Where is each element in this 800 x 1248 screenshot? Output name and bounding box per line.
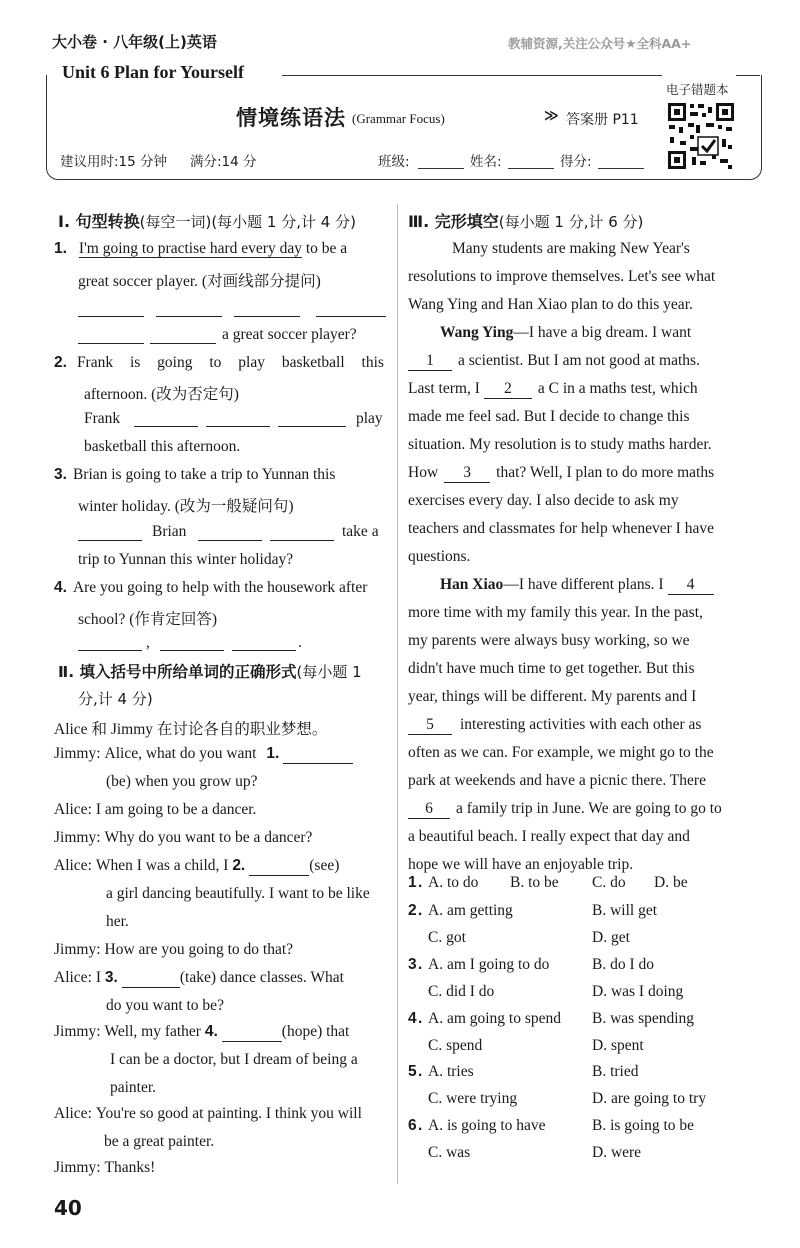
- option-c[interactable]: C. do: [592, 874, 626, 891]
- passage-text: a C in a maths test, which: [537, 380, 698, 397]
- speaker: Jimmy:: [54, 941, 101, 958]
- q3-blank-3[interactable]: [270, 540, 334, 541]
- q2-blank-2[interactable]: [206, 426, 270, 427]
- q3-line2: winter holiday. (改为一般疑问句): [78, 498, 294, 515]
- passage-line: year, things will be different. My parents and I: [408, 688, 697, 705]
- passage-text: —I have different plans. I: [503, 576, 664, 593]
- han-xiao-name: Han Xiao: [440, 576, 504, 593]
- q1-blank-4[interactable]: [316, 316, 386, 317]
- option-b[interactable]: B. do I do: [592, 956, 654, 973]
- q4-blank-3[interactable]: [232, 650, 296, 651]
- section-2-note: (每小题 1: [296, 663, 362, 681]
- q3-line1: 3. Brian is going to take a trip to Yunnan this: [54, 466, 336, 483]
- option-d[interactable]: D. were: [592, 1144, 642, 1161]
- option-d[interactable]: D. get: [592, 929, 630, 946]
- suggested-time: 建议用时:15 分钟: [60, 154, 168, 170]
- q2-blank-1[interactable]: [134, 426, 198, 427]
- speaker: Jimmy:: [54, 829, 101, 846]
- speaker: Alice:: [54, 857, 92, 874]
- hint-word: (hope) that: [281, 1023, 350, 1040]
- q2-word: going: [157, 354, 193, 371]
- q4-line1: 4. Are you going to help with the housework after: [54, 579, 368, 596]
- option-number-dot: .: [418, 902, 423, 919]
- cloze-blank-2[interactable]: 2: [484, 380, 532, 399]
- q3-take: take a: [342, 523, 379, 540]
- q1-tail-text: a great soccer player?: [222, 326, 357, 343]
- passage-line: park at weekends and have a picnic there. There: [408, 772, 706, 789]
- passage-line: resolutions to improve themselves. Let's see what: [408, 268, 716, 285]
- section-3-title: Ⅲ. 完形填空: [408, 212, 499, 231]
- dialog-cont: painter.: [110, 1079, 157, 1096]
- option-b[interactable]: B. tried: [592, 1063, 639, 1080]
- passage-line: teachers and classmates for help whenever I have: [408, 520, 714, 537]
- speaker: Alice:: [54, 801, 92, 818]
- passage-text: a family trip in June. We are going to go to: [456, 800, 722, 817]
- q3-number: 3: [54, 466, 63, 483]
- answer-arrows-icon: ≫: [544, 108, 559, 124]
- passage-line: Many students are making New Year's: [452, 240, 690, 257]
- q1-blank-2[interactable]: [156, 316, 222, 317]
- section-title: 情境练语法: [236, 106, 346, 130]
- dialog-blank-1[interactable]: [283, 745, 353, 764]
- option-a[interactable]: A. is going to have: [428, 1117, 546, 1134]
- passage-text: —I have a big dream. I want: [513, 324, 692, 341]
- dialog-text: I: [95, 969, 102, 986]
- speaker: Jimmy:: [54, 1159, 101, 1176]
- option-b[interactable]: B. was spending: [592, 1010, 695, 1027]
- passage-line: didn't have much time to get together. But this: [408, 660, 695, 677]
- option-a[interactable]: A. am I going to do: [428, 956, 550, 973]
- option-number: 2: [408, 902, 417, 919]
- q1-number: 1: [54, 240, 63, 257]
- q3-line4: trip to Yunnan this winter holiday?: [78, 551, 294, 568]
- option-d[interactable]: D. are going to try: [592, 1090, 707, 1107]
- q4-comma: ,: [146, 634, 150, 651]
- section-2-title: Ⅱ. 填入括号中所给单词的正确形式: [58, 663, 297, 681]
- option-b[interactable]: B. is going to be: [592, 1117, 695, 1134]
- blank-number: 1.: [266, 745, 280, 762]
- speaker: Jimmy:: [54, 745, 101, 762]
- dialog-line-4: [54, 857, 339, 876]
- dialog-cont: be a great painter.: [104, 1133, 215, 1150]
- dialog-cont: a girl dancing beautifully. I want to be like: [106, 885, 370, 902]
- dialog-blank-3[interactable]: [122, 969, 180, 988]
- passage-line: often as we can. For example, we might go to the: [408, 744, 714, 761]
- option-c[interactable]: C. was: [428, 1144, 471, 1161]
- q2-word: to: [209, 354, 222, 371]
- passage-line-blank-1: [408, 352, 700, 371]
- passage-line: my parents were always busy working, so we: [408, 632, 690, 649]
- dialog-text: Thanks!: [104, 1159, 156, 1176]
- passage-line-blank-3: [408, 464, 714, 483]
- option-number-dot: .: [418, 1063, 423, 1080]
- speaker: Alice:: [54, 969, 92, 986]
- q2-word: this: [361, 354, 384, 371]
- passage-text: that? Well, I plan to do more maths: [496, 464, 715, 481]
- hint-word: (take) dance classes. What: [179, 969, 344, 986]
- dialog-text: Alice, what do you want: [104, 745, 257, 762]
- option-number-dot: .: [418, 956, 423, 973]
- hint-word: (see): [309, 857, 340, 874]
- q4-blank-2[interactable]: [160, 650, 224, 651]
- option-number-dot: .: [418, 1010, 423, 1027]
- section-3-heading: [408, 209, 643, 232]
- page-number: 40: [54, 1196, 82, 1220]
- passage-line: made me feel sad. But I decide to change this: [408, 408, 690, 425]
- total-score: 满分:14 分: [190, 154, 257, 170]
- qr-label: 电子错题本: [666, 82, 729, 97]
- q4-line2: school? (作肯定回答): [78, 611, 218, 628]
- section-1-note: (每空一词)(每小题 1 分,计 4 分): [139, 213, 356, 231]
- dialog-cont: (be) when you grow up?: [106, 773, 258, 790]
- option-d[interactable]: D. was I doing: [592, 983, 684, 1000]
- dialog-text: Well, my father: [104, 1023, 201, 1040]
- dialog-cont: I can be a doctor, but I dream of being a: [110, 1051, 358, 1068]
- dialog-text: You're so good at painting. I think you will: [95, 1105, 362, 1122]
- q2-line1: 2. Frank is going to play basketball this: [54, 354, 384, 371]
- option-number: 5: [408, 1063, 417, 1080]
- dialog-line-8: [54, 1105, 362, 1123]
- passage-line: more time with my family this year. In the past,: [408, 604, 703, 621]
- option-c[interactable]: C. got: [428, 929, 466, 946]
- option-a[interactable]: A. am getting: [428, 902, 513, 919]
- option-c[interactable]: C. spend: [428, 1037, 483, 1054]
- score-field[interactable]: [598, 168, 644, 169]
- dialog-line-3: [54, 829, 312, 847]
- section-3-note: (每小题 1 分,计 6 分): [498, 213, 644, 231]
- dialog-text: When I was a child, I: [95, 857, 229, 874]
- dialog-line-7: [54, 1023, 349, 1042]
- section-1-heading: [58, 209, 356, 232]
- q2-number: 2: [54, 354, 63, 371]
- section-1-title: Ⅰ. 句型转换: [58, 212, 140, 231]
- passage-line: Wang Ying and Han Xiao plan to do this year.: [408, 296, 693, 313]
- dialog-line-1: [54, 745, 353, 764]
- q1-line1: 1. I'm going to practise hard every day to be a: [54, 240, 348, 257]
- blank-number: 3.: [104, 969, 118, 986]
- q3-brian: Brian: [152, 523, 187, 540]
- q1-blank-3[interactable]: [234, 316, 300, 317]
- q1-line2: great soccer player. (对画线部分提问): [78, 273, 321, 290]
- passage-text: How: [408, 464, 439, 481]
- option-c[interactable]: C. did I do: [428, 983, 495, 1000]
- q2-play: play: [356, 410, 383, 427]
- q3-blank-1[interactable]: [78, 540, 142, 541]
- passage-text: a scientist. But I am not good at maths.: [458, 352, 700, 369]
- section-title-en: (Grammar Focus): [352, 111, 445, 126]
- q2-word: play: [238, 354, 265, 371]
- passage-line-blank-5: [408, 716, 701, 735]
- blank-number: 4.: [204, 1023, 218, 1040]
- option-number-dot: .: [418, 874, 423, 891]
- option-a[interactable]: A. am going to spend: [428, 1010, 562, 1027]
- q2-word: Frank: [76, 354, 114, 371]
- option-c[interactable]: C. were trying: [428, 1090, 518, 1107]
- q4-period: .: [298, 634, 302, 651]
- dialog-blank-2[interactable]: [249, 857, 309, 876]
- cloze-blank-6[interactable]: 6: [408, 800, 450, 819]
- class-field[interactable]: [418, 168, 464, 169]
- q1-text: to be a: [301, 240, 348, 257]
- option-number-dot: .: [418, 1117, 423, 1134]
- q2-frank: Frank: [84, 410, 121, 427]
- passage-line: hope we will have an enjoyable trip.: [408, 856, 634, 873]
- wang-ying-line-1: [440, 324, 691, 342]
- dialog-text: Why do you want to be a dancer?: [104, 829, 313, 846]
- section-2-intro: Alice 和 Jimmy 在讨论各自的职业梦想。: [54, 721, 328, 738]
- option-b[interactable]: B. will get: [592, 902, 658, 919]
- unit-title: Unit 6 Plan for Yourself: [52, 62, 252, 83]
- q3-blank-2[interactable]: [198, 540, 262, 541]
- section-2-heading: [58, 660, 362, 682]
- q3-text: Brian is going to take a trip to Yunnan this: [72, 466, 336, 483]
- watermark-text: 教辅资源,关注公众号★全科AA+: [508, 36, 692, 51]
- option-b[interactable]: B. to be: [510, 874, 559, 891]
- q4-number: 4: [54, 579, 63, 596]
- q1-blank-1[interactable]: [78, 316, 144, 317]
- dialog-text: I am going to be a dancer.: [95, 801, 257, 818]
- dialog-blank-4[interactable]: [222, 1023, 282, 1042]
- q2-word: basketball: [281, 354, 345, 371]
- option-d[interactable]: D. spent: [592, 1037, 644, 1054]
- header-top-rule-right: [736, 75, 760, 76]
- option-number: 1: [408, 874, 417, 891]
- option-number: 4: [408, 1010, 417, 1027]
- passage-line-blank-2: [408, 380, 698, 399]
- dialog-line-2: [54, 801, 256, 819]
- name-field[interactable]: [508, 168, 554, 169]
- passage-text: Last term, I: [408, 380, 480, 397]
- q1-underlined-text: I'm going to practise hard every day: [78, 240, 302, 257]
- wang-ying-name: Wang Ying: [440, 324, 514, 341]
- passage-text: interesting activities with each other as: [460, 716, 702, 733]
- option-a[interactable]: A. tries: [428, 1063, 474, 1080]
- dialog-line-6: [54, 969, 344, 988]
- cloze-blank-3[interactable]: 3: [444, 464, 490, 483]
- q2-word: is: [129, 354, 141, 371]
- q2-line2: afternoon. (改为否定句): [84, 386, 239, 403]
- dialog-line-5: [54, 941, 293, 959]
- q1-blank-6[interactable]: [150, 343, 216, 344]
- passage-line: situation. My resolution is to study maths harder.: [408, 436, 712, 453]
- han-xiao-line-1: [440, 576, 714, 595]
- passage-line: exercises every day. I also decide to ask my: [408, 492, 679, 509]
- class-label: 班级:: [378, 154, 410, 170]
- name-label: 姓名:: [470, 154, 502, 170]
- cloze-blank-1[interactable]: 1: [408, 352, 452, 371]
- answer-reference: 答案册 P11: [566, 112, 639, 128]
- option-a[interactable]: A. to do: [428, 874, 479, 891]
- passage-line: questions.: [408, 548, 471, 565]
- column-divider: [397, 204, 398, 1184]
- option-number: 6: [408, 1117, 417, 1134]
- score-label: 得分:: [560, 154, 592, 170]
- dialog-cont: her.: [106, 913, 129, 930]
- option-d[interactable]: D. be: [654, 874, 688, 891]
- qr-code-icon[interactable]: [666, 101, 736, 171]
- q4-blank-1[interactable]: [78, 650, 142, 651]
- q4-text: Are you going to help with the housework after: [72, 579, 368, 596]
- cloze-blank-5[interactable]: 5: [408, 716, 452, 735]
- dialog-line-9: [54, 1159, 155, 1177]
- q1-blank-5[interactable]: [78, 343, 144, 344]
- option-number: 3: [408, 956, 417, 973]
- q2-line4: basketball this afternoon.: [84, 438, 241, 455]
- passage-line-blank-6: [408, 800, 722, 819]
- q2-blank-3[interactable]: [278, 426, 346, 427]
- section-2-note-cont: 分,计 4 分): [78, 690, 153, 708]
- cloze-blank-4[interactable]: 4: [668, 576, 714, 595]
- dialog-cont: do you want to be?: [106, 997, 224, 1014]
- speaker: Jimmy:: [54, 1023, 101, 1040]
- series-title: 大小卷 · 八年级(上)英语: [52, 33, 217, 51]
- dialog-text: How are you going to do that?: [104, 941, 294, 958]
- blank-number: 2.: [232, 857, 246, 874]
- passage-line: a beautiful beach. I really expect that day and: [408, 828, 690, 845]
- speaker: Alice:: [54, 1105, 92, 1122]
- header-top-rule: [282, 75, 662, 76]
